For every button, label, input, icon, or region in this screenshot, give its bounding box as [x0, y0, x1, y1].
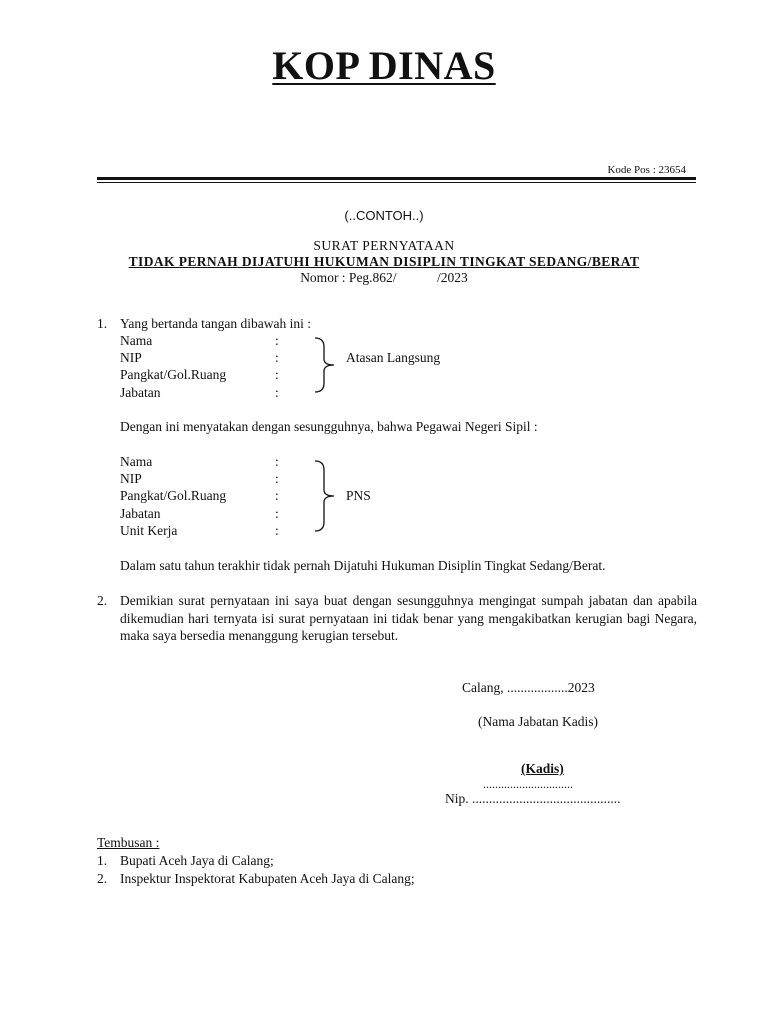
document-number: Nomor : Peg.862/ /2023 — [300, 270, 468, 285]
atasan-field-colon: : — [275, 350, 279, 365]
pns-field-colon: : — [275, 488, 279, 503]
letterhead-rule-thick — [97, 177, 696, 180]
atasan-field-label: Nama — [120, 333, 153, 348]
tembusan-item-text: Bupati Aceh Jaya di Calang; — [120, 853, 274, 868]
atasan-field-label: Jabatan — [120, 385, 161, 400]
signatory-name: (Kadis) — [521, 761, 564, 776]
tembusan-item-number: 1. — [97, 853, 108, 868]
atasan-field-label: Pangkat/Gol.Ruang — [120, 367, 227, 382]
pns-field-label: Jabatan — [120, 506, 161, 521]
atasan-field-colon: : — [275, 333, 279, 348]
atasan-field-colon: : — [275, 367, 279, 382]
pns-field-label: Nama — [120, 454, 153, 469]
pns-field-colon: : — [275, 523, 279, 538]
signature-dots: .............................. — [483, 777, 573, 791]
section-1-number: 1. — [97, 316, 108, 331]
atasan-brace-label: Atasan Langsung — [346, 350, 441, 365]
letterhead-title: KOP DINAS — [272, 43, 496, 88]
sample-label: (..CONTOH..) — [344, 208, 424, 223]
pns-field-label: NIP — [120, 471, 142, 486]
pns-field-colon: : — [275, 506, 279, 521]
signatory-position: (Nama Jabatan Kadis) — [478, 714, 598, 729]
atasan-field-colon: : — [275, 385, 279, 400]
atasan-field-label: NIP — [120, 350, 142, 365]
pns-field-label: Pangkat/Gol.Ruang — [120, 488, 227, 503]
section-1-intro: Yang bertanda tangan dibawah ini : — [120, 316, 311, 331]
pns-brace-label: PNS — [346, 488, 371, 503]
tembusan-heading: Tembusan : — [97, 835, 160, 850]
place-date: Calang, ..................2023 — [462, 680, 595, 695]
letterhead-rule-thin — [97, 182, 696, 183]
pns-field-label: Unit Kerja — [120, 523, 178, 538]
conclusion-text: Dalam satu tahun terakhir tidak pernah Dijatuhi Hukuman Disiplin Tingkat Sedang/Berat. — [120, 558, 606, 573]
atasan-brace — [312, 337, 338, 393]
pns-brace — [312, 460, 338, 532]
tembusan-item-text: Inspektur Inspektorat Kabupaten Aceh Jaya di Calang; — [120, 871, 415, 886]
document-title: SURAT PERNYATAAN — [313, 238, 455, 253]
tembusan-item-number: 2. — [97, 871, 108, 886]
signatory-nip: Nip. ............................................ — [445, 791, 621, 806]
postal-code: Kode Pos : 23654 — [607, 164, 686, 176]
document-subtitle: TIDAK PERNAH DIJATUHI HUKUMAN DISIPLIN TINGKAT SEDANG/BERAT — [128, 254, 640, 269]
pns-field-colon: : — [275, 471, 279, 486]
section-2-text: Demikian surat pernyataan ini saya buat dengan sesungguhnya mengingat sumpah jabatan dan apabila dikemudian hari ternyata isi surat pernyataan ini tidak benar yang mengakibatkan kerugian bagi Negara, maka saya bersedia menanggung kerugian tersebut. — [120, 593, 697, 643]
section-2-number: 2. — [97, 593, 108, 608]
statement-text: Dengan ini menyatakan dengan sesungguhnya, bahwa Pegawai Negeri Sipil : — [120, 419, 538, 434]
pns-field-colon: : — [275, 454, 279, 469]
